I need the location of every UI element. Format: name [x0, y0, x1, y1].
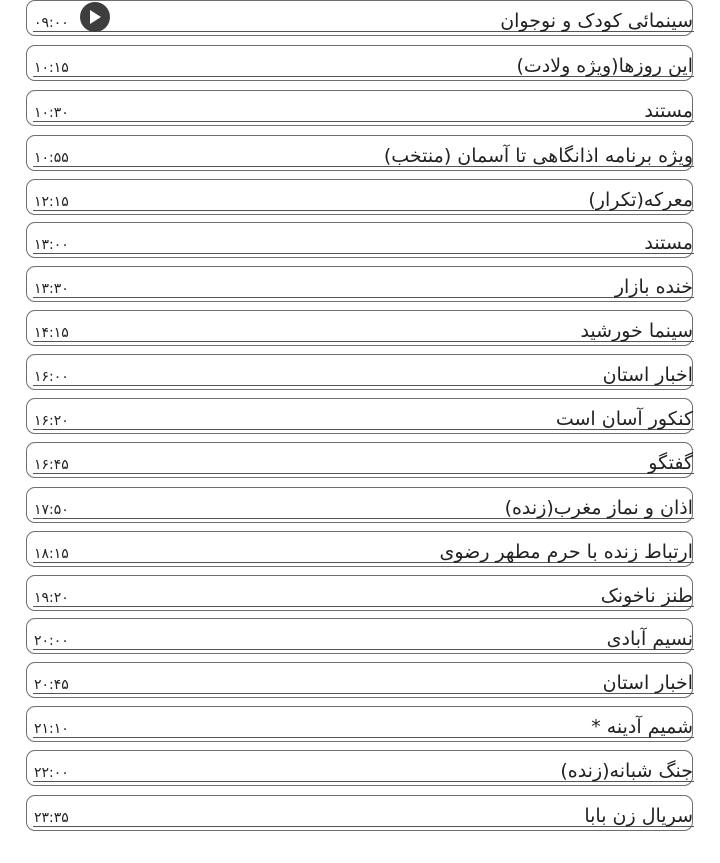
- program-row[interactable]: [26, 222, 693, 258]
- program-title: اخبار استان: [602, 364, 693, 386]
- program-row[interactable]: [26, 662, 693, 698]
- program-title: خنده بازار: [614, 276, 693, 298]
- program-row[interactable]: [26, 487, 693, 523]
- program-title: سینما خورشید: [580, 320, 693, 342]
- program-time: ۱۳:۳۰: [34, 281, 69, 297]
- program-time: ۲۲:۰۰: [34, 765, 69, 781]
- program-row[interactable]: [26, 706, 693, 742]
- program-row[interactable]: [26, 179, 693, 215]
- play-button[interactable]: [80, 2, 110, 32]
- program-title: این روزها(ویژه ولادت): [516, 55, 693, 77]
- program-time: ۱۹:۲۰: [34, 590, 69, 606]
- program-time: ۱۰:۳۰: [34, 105, 69, 121]
- program-title: شمیم آدینه *: [591, 716, 693, 738]
- program-row[interactable]: [26, 310, 693, 346]
- row-underline: [33, 693, 694, 694]
- program-row[interactable]: [26, 45, 693, 81]
- program-row[interactable]: [26, 266, 693, 302]
- row-underline: [33, 121, 694, 122]
- program-row[interactable]: [26, 618, 693, 654]
- program-title: گفتگو: [648, 452, 693, 474]
- row-underline: [33, 473, 694, 474]
- program-title: اخبار استان: [602, 672, 693, 694]
- program-row[interactable]: [26, 354, 693, 390]
- program-row[interactable]: [26, 750, 693, 786]
- program-time: ۱۴:۱۵: [34, 325, 69, 341]
- program-time: ۱۶:۴۵: [34, 457, 69, 473]
- program-row[interactable]: [26, 398, 693, 434]
- program-row[interactable]: [26, 90, 693, 126]
- row-underline: [33, 385, 694, 386]
- program-time: ۱۳:۰۰: [34, 237, 69, 253]
- program-time: ۰۹:۰۰: [34, 15, 69, 31]
- program-title: مستند: [644, 100, 693, 122]
- program-row[interactable]: [26, 795, 693, 831]
- program-title: جنگ شبانه(زنده): [560, 760, 693, 782]
- program-title: طنز ناخونک: [600, 585, 693, 607]
- program-time: ۱۶:۰۰: [34, 369, 69, 385]
- program-title: سریال زن بابا: [584, 805, 693, 827]
- program-title: ویژه برنامه اذانگاهی تا آسمان (منتخب): [383, 145, 693, 167]
- program-title: اذان و نماز مغرب(زنده): [504, 497, 693, 519]
- program-title: مستند: [644, 232, 693, 254]
- program-title: ارتباط زنده با حرم مطهر رضوی: [439, 541, 693, 563]
- program-time: ۱۲:۱۵: [34, 194, 69, 210]
- program-title: معرکه(تکرار): [588, 189, 693, 211]
- program-title: کنکور آسان است: [555, 408, 693, 430]
- program-time: ۲۳:۳۵: [34, 810, 69, 826]
- row-underline: [33, 253, 694, 254]
- program-row[interactable]: [26, 0, 693, 36]
- row-underline: [33, 606, 694, 607]
- program-title: نسیم آبادی: [606, 628, 693, 650]
- program-time: ۲۰:۴۵: [34, 677, 69, 693]
- program-row[interactable]: [26, 575, 693, 611]
- row-underline: [33, 297, 694, 298]
- row-underline: [33, 649, 694, 650]
- program-title: سینمائی کودک و نوجوان: [500, 10, 693, 32]
- program-time: ۱۸:۱۵: [34, 546, 69, 562]
- program-time: ۱۶:۲۰: [34, 413, 69, 429]
- program-time: ۱۰:۱۵: [34, 60, 69, 76]
- program-time: ۲۰:۰۰: [34, 633, 69, 649]
- program-time: ۱۰:۵۵: [34, 150, 69, 166]
- program-row[interactable]: [26, 531, 693, 567]
- program-time: ۲۱:۱۰: [34, 721, 69, 737]
- program-row[interactable]: [26, 135, 693, 171]
- program-time: ۱۷:۵۰: [34, 502, 69, 518]
- play-icon: [88, 9, 102, 25]
- program-row[interactable]: [26, 442, 693, 478]
